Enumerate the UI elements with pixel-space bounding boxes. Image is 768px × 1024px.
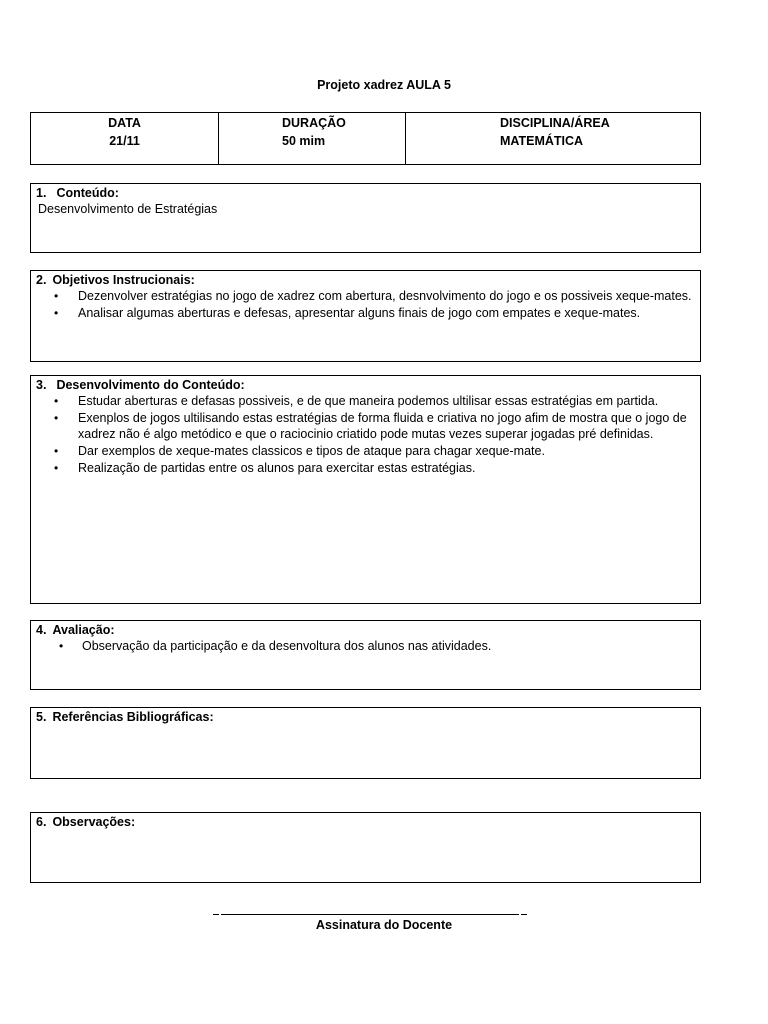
document-title: Projeto xadrez AULA 5 [317,78,451,92]
section-number: 6. [36,815,47,829]
signature-line-main [221,914,519,915]
bullet-icon: • [54,394,59,408]
discipline-value: MATEMÁTICA [500,134,584,148]
bullet-icon: • [54,444,59,458]
section-title [31,376,700,393]
section-referencias [30,707,701,779]
date-label: DATA [108,116,141,130]
date-cell [31,113,219,164]
section-number: 3. [36,378,47,392]
signature-line-left-edge [213,914,219,915]
section-title-text: Objetivos Instrucionais: [52,273,195,287]
list-item [31,305,700,321]
list-item [31,638,700,654]
section-title [31,813,700,830]
header-table [30,112,701,165]
section-number: 2. [36,273,47,287]
section-conteudo [30,183,701,253]
section-desenvolvimento [30,375,701,604]
section-number: 4. [36,623,47,637]
bullet-icon: • [59,639,64,653]
section-title [31,621,700,638]
list-item-text: Analisar algumas aberturas e defesas, apresentar alguns finais de jogo com empates e xeque-mates. [78,306,641,320]
list-item-text: Dar exemplos de xeque-mates classicos e tipos de ataque para chagar xeque-mate. [78,444,545,458]
section-number: 5. [36,710,47,724]
date-value: 21/11 [109,134,140,148]
duration-value: 50 mim [282,134,326,148]
list-item [31,410,700,442]
section-title-text: Conteúdo: [56,186,119,200]
signature-line-right-edge [521,914,527,915]
section-avaliacao [30,620,701,690]
list-item-text: Observação da participação e da desenvoltura dos alunos nas atividades. [82,639,492,653]
list-item-text: Dezenvolver estratégias no jogo de xadrez com abertura, desnvolvimento do jogo e os possiveis xeque-mates. [78,289,692,303]
bullet-icon: • [54,306,59,320]
list-item [31,443,700,459]
bullet-icon: • [54,289,59,303]
section-title-text: Avaliação: [52,623,115,637]
section-observacoes [30,812,701,883]
section-title-text: Referências Bibliográficas: [52,710,214,724]
section-objetivos [30,270,701,362]
duration-label: DURAÇÃO [282,116,346,130]
list-item [31,460,700,476]
list-item [31,393,700,409]
section-number: 1. [36,186,47,200]
conteudo-text: Desenvolvimento de Estratégias [38,202,218,216]
avaliacao-list [31,638,700,654]
section-title-text: Observações: [52,815,136,829]
objetivos-list [31,288,700,321]
list-item-text: Exenplos de jogos ultilisando estas estratégias de forma fluida e criativa no jogo afim de mostra que o jogo de xadrez não é algo metódico e que o raciocinio criatido pode mutas vezes superar jogadas pré definidas. [78,411,687,441]
signature-line [213,903,527,915]
list-item-text: Realização de partidas entre os alunos para exercitar estas estratégias. [78,461,476,475]
signature-label: Assinatura do Docente [315,918,453,932]
section-title [31,271,700,288]
list-item [31,288,700,304]
discipline-label: DISCIPLINA/ÁREA [500,116,610,130]
discipline-cell [406,113,700,164]
bullet-icon: • [54,411,59,425]
section-title [31,184,700,201]
duration-cell [219,113,406,164]
bullet-icon: • [54,461,59,475]
desenvolvimento-list [31,393,700,476]
section-title [31,708,700,725]
section-title-text: Desenvolvimento do Conteúdo: [56,378,245,392]
list-item-text: Estudar aberturas e defasas possiveis, e de que maneira podemos ultilisar essas estratégias em partida. [78,394,659,408]
